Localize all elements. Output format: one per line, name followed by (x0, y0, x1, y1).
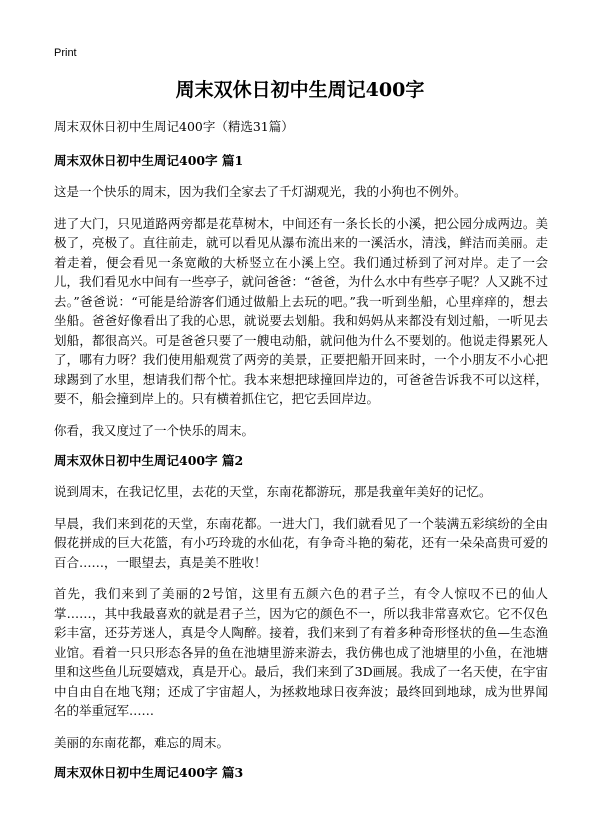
section-heading: 周末双休日初中生周记400字 篇3 (54, 765, 244, 780)
paragraph: 说到周末，在我记忆里，去花的天堂，东南花都游玩，那是我童年美好的记忆。 (54, 484, 492, 499)
section-heading: 周末双休日初中生周记400字 篇2 (54, 453, 244, 468)
paragraph: 这是一个快乐的周末，因为我们全家去了千灯湖观光，我的小狗也不例外。 (54, 184, 467, 199)
paragraph: 首先，我们来到了美丽的2号馆，这里有五颜六色的君子兰，有令人惊叹不已的仙人掌……，其中我最喜欢的就是君子兰，因为它的颜色不一，所以我非常喜欢它。它不仅色彩丰富，还芬芳迷人，真是令人陶醉。接着，我们来到了有着多种奇形怪状的鱼—生态渔业馆。看着一只只形态各异的鱼在池塘里游来游去，我仿佛也成了池塘里的小鱼，在池塘里和这些鱼儿玩耍嬉戏，真是开心。最后，我们来到了3D画展。我成了一名天使，在宇宙中自由自在地飞翔；还成了宇宙超人，为拯救地球日夜奔波；最终回到地球，成为世界闻名的举重冠军…… (54, 586, 548, 718)
paragraph: 进了大门，只见道路两旁都是花草树木，中间还有一条长长的小溪，把公园分成两边。美极了，亮极了。直往前走，就可以看见从瀑布流出来的一溪活水，清浅，鲜洁而美丽。走着走着，便会看见一条宽敞的大桥竖立在小溪上空。我们通过桥到了河对岸。走了一会儿，我们看见水中间有一些亭子，就问爸爸：“爸爸，为什么水中有些亭子呢？人又跳不过去。”爸爸说：“可能是给游客们通过做船上去玩的吧。”我一听到坐船，心里痒痒的，想去坐船。爸爸好像看出了我的心思，就说要去划船。我和妈妈从来都没有划过船，一听见去划船，都很高兴。可是爸爸只要了一艘电动船，就问他为什么不要划的。他说走得累死人了，哪有力呀？我们使用船观赏了两旁的美景，正要把船开回来时，一个小朋友不小心把球踢到了水里，想请我们帮个忙。我本来想把球撞回岸边的，可爸爸告诉我不可以这样，要不，船会撞到岸上的。只有横着抓住它，把它丢回岸边。 (54, 215, 548, 406)
document-body (54, 118, 548, 794)
paragraph: 早晨，我们来到花的天堂，东南花都。一进大门，我们就看见了一个装满五彩缤纷的全由假花拼成的巨大花篮，有小巧玲珑的水仙花，有争奇斗艳的菊花，还有一朵朵高贵可爱的百合……，一眼望去，真是美不胜收！ (54, 515, 548, 570)
document-subtitle: 周末双休日初中生周记400字（精选31篇） (54, 119, 294, 134)
document-title: 周末双休日初中生周记400字 (175, 79, 425, 101)
paragraph: 美丽的东南花都，难忘的周末。 (54, 734, 230, 750)
section-heading: 周末双休日初中生周记400字 篇1 (54, 153, 244, 168)
paragraph: 你看，我又度过了一个快乐的周末。 (54, 422, 255, 438)
print-label: Print (54, 47, 77, 59)
